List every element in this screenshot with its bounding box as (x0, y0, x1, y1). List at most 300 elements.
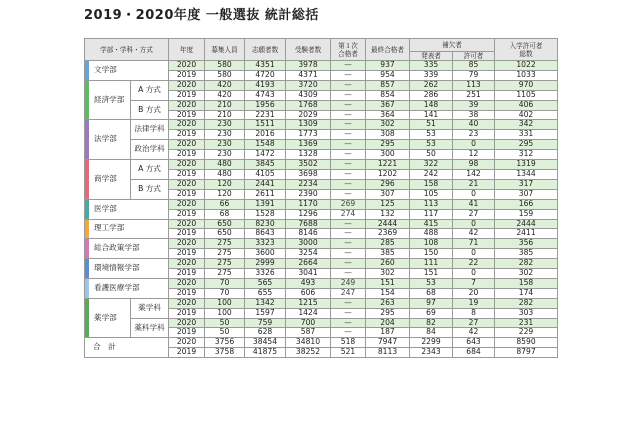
cell-permitted: 0 (453, 269, 495, 279)
cell-examinees: 3698 (286, 169, 331, 179)
cell-examinees: 1369 (286, 140, 331, 150)
cell-permitted: 0 (453, 219, 495, 229)
cell-examinees: 493 (286, 278, 331, 288)
cell-quota: 230 (205, 120, 245, 130)
cell-permitted: 27 (453, 318, 495, 328)
total-cell-applicants: 41875 (245, 348, 286, 358)
cell-year: 2020 (169, 318, 205, 328)
cell-quota: 50 (205, 318, 245, 328)
sub-department: 薬学科 (131, 298, 169, 318)
cell-applicants: 4193 (245, 80, 286, 90)
cell-admitted: 231 (495, 318, 558, 328)
total-cell-first: 518 (331, 338, 366, 348)
cell-year: 2019 (169, 229, 205, 239)
total-cell-applicants: 38454 (245, 338, 286, 348)
table-row (85, 298, 558, 308)
cell-final: 295 (366, 308, 410, 318)
cell-announced: 111 (410, 259, 453, 269)
table-row (85, 80, 558, 90)
cell-admitted: 307 (495, 189, 558, 199)
cell-final: 302 (366, 120, 410, 130)
cell-applicants: 759 (245, 318, 286, 328)
cell-admitted: 970 (495, 80, 558, 90)
cell-permitted: 79 (453, 70, 495, 80)
page-title: 2019・2020年度 一般選抜 統計総括 (84, 8, 319, 23)
cell-admitted: 331 (495, 130, 558, 140)
cell-year: 2020 (169, 100, 205, 110)
cell-year: 2019 (169, 249, 205, 259)
cell-quota: 420 (205, 80, 245, 90)
sub-department: A 方式 (131, 160, 169, 180)
cell-announced: 113 (410, 199, 453, 209)
cell-announced: 322 (410, 160, 453, 170)
header-year: 年度 (169, 39, 205, 61)
faculty-name: 医学部 (85, 199, 169, 219)
cell-announced: 148 (410, 100, 453, 110)
cell-applicants: 3600 (245, 249, 286, 259)
cell-first: — (331, 308, 366, 318)
cell-permitted: 20 (453, 288, 495, 298)
total-cell-year: 2020 (169, 338, 205, 348)
cell-examinees: 4309 (286, 90, 331, 100)
cell-quota: 66 (205, 199, 245, 209)
cell-quota: 275 (205, 249, 245, 259)
cell-final: 854 (366, 90, 410, 100)
cell-permitted: 39 (453, 100, 495, 110)
cell-quota: 480 (205, 169, 245, 179)
cell-applicants: 8230 (245, 219, 286, 229)
cell-examinees: 3720 (286, 80, 331, 90)
cell-first: — (331, 150, 366, 160)
cell-applicants: 2999 (245, 259, 286, 269)
cell-admitted: 356 (495, 239, 558, 249)
table-row (85, 61, 558, 71)
sub-department: A 方式 (131, 80, 169, 100)
cell-announced: 108 (410, 239, 453, 249)
cell-applicants: 3326 (245, 269, 286, 279)
cell-first: — (331, 70, 366, 80)
cell-quota: 580 (205, 61, 245, 71)
cell-quota: 650 (205, 219, 245, 229)
total-cell-examinees: 38252 (286, 348, 331, 358)
cell-year: 2019 (169, 90, 205, 100)
header-announced: 発表者 (410, 52, 453, 61)
cell-final: 285 (366, 239, 410, 249)
cell-announced: 286 (410, 90, 453, 100)
cell-announced: 339 (410, 70, 453, 80)
table-row (85, 278, 558, 288)
total-cell-first: 521 (331, 348, 366, 358)
cell-quota: 275 (205, 239, 245, 249)
cell-permitted: 41 (453, 199, 495, 209)
cell-first: — (331, 229, 366, 239)
cell-applicants: 2611 (245, 189, 286, 199)
cell-first: — (331, 259, 366, 269)
cell-permitted: 42 (453, 328, 495, 338)
cell-examinees: 3254 (286, 249, 331, 259)
cell-quota: 275 (205, 269, 245, 279)
total-cell-permitted: 684 (453, 348, 495, 358)
sub-department: 政治学科 (131, 140, 169, 160)
cell-applicants: 1391 (245, 199, 286, 209)
total-cell-quota: 3758 (205, 348, 245, 358)
header-final-pass: 最終合格者 (366, 39, 410, 61)
cell-year: 2020 (169, 298, 205, 308)
cell-final: 187 (366, 328, 410, 338)
cell-year: 2020 (169, 140, 205, 150)
cell-applicants: 1956 (245, 100, 286, 110)
cell-applicants: 2231 (245, 110, 286, 120)
cell-year: 2019 (169, 308, 205, 318)
cell-admitted: 229 (495, 328, 558, 338)
cell-final: 302 (366, 269, 410, 279)
cell-permitted: 0 (453, 249, 495, 259)
cell-announced: 262 (410, 80, 453, 90)
table-row (85, 239, 558, 249)
cell-year: 2019 (169, 110, 205, 120)
cell-examinees: 3041 (286, 269, 331, 279)
cell-admitted: 1033 (495, 70, 558, 80)
cell-applicants: 1597 (245, 308, 286, 318)
cell-permitted: 71 (453, 239, 495, 249)
cell-first: — (331, 189, 366, 199)
cell-admitted: 2411 (495, 229, 558, 239)
cell-applicants: 1342 (245, 298, 286, 308)
cell-permitted: 0 (453, 189, 495, 199)
table-row (85, 219, 558, 229)
cell-final: 937 (366, 61, 410, 71)
cell-year: 2020 (169, 61, 205, 71)
cell-examinees: 1768 (286, 100, 331, 110)
table-row (85, 160, 558, 170)
cell-quota: 210 (205, 110, 245, 120)
cell-year: 2019 (169, 70, 205, 80)
cell-examinees: 3978 (286, 61, 331, 71)
cell-final: 367 (366, 100, 410, 110)
cell-announced: 97 (410, 298, 453, 308)
cell-permitted: 23 (453, 130, 495, 140)
cell-admitted: 159 (495, 209, 558, 219)
total-cell-final: 8113 (366, 348, 410, 358)
cell-final: 154 (366, 288, 410, 298)
cell-applicants: 2441 (245, 179, 286, 189)
cell-applicants: 4105 (245, 169, 286, 179)
cell-quota: 68 (205, 209, 245, 219)
table-row (85, 140, 558, 150)
cell-first: 269 (331, 199, 366, 209)
total-cell-examinees: 34810 (286, 338, 331, 348)
cell-announced: 82 (410, 318, 453, 328)
cell-first: — (331, 110, 366, 120)
cell-announced: 242 (410, 169, 453, 179)
cell-first: — (331, 269, 366, 279)
cell-permitted: 19 (453, 298, 495, 308)
cell-first: — (331, 61, 366, 71)
sub-department: B 方式 (131, 179, 169, 199)
cell-permitted: 85 (453, 61, 495, 71)
cell-admitted: 303 (495, 308, 558, 318)
cell-year: 2020 (169, 278, 205, 288)
cell-permitted: 12 (453, 150, 495, 160)
cell-final: 151 (366, 278, 410, 288)
cell-examinees: 8146 (286, 229, 331, 239)
cell-first: — (331, 328, 366, 338)
cell-admitted: 1319 (495, 160, 558, 170)
cell-year: 2020 (169, 239, 205, 249)
cell-applicants: 1548 (245, 140, 286, 150)
cell-first: 247 (331, 288, 366, 298)
cell-permitted: 7 (453, 278, 495, 288)
cell-applicants: 4720 (245, 70, 286, 80)
cell-announced: 141 (410, 110, 453, 120)
cell-first: — (331, 219, 366, 229)
total-cell-year: 2019 (169, 348, 205, 358)
sub-department: B 方式 (131, 100, 169, 120)
table-row (85, 318, 558, 328)
cell-first: — (331, 169, 366, 179)
faculty-name: 薬学部 (85, 298, 131, 338)
cell-applicants: 4743 (245, 90, 286, 100)
cell-first: — (331, 249, 366, 259)
cell-announced: 117 (410, 209, 453, 219)
cell-permitted: 42 (453, 229, 495, 239)
cell-year: 2019 (169, 130, 205, 140)
cell-year: 2020 (169, 80, 205, 90)
cell-examinees: 587 (286, 328, 331, 338)
cell-admitted: 317 (495, 179, 558, 189)
cell-final: 260 (366, 259, 410, 269)
cell-final: 1202 (366, 169, 410, 179)
cell-first: — (331, 140, 366, 150)
cell-announced: 158 (410, 179, 453, 189)
cell-admitted: 158 (495, 278, 558, 288)
cell-quota: 230 (205, 130, 245, 140)
cell-permitted: 8 (453, 308, 495, 318)
cell-applicants: 2016 (245, 130, 286, 140)
cell-first: — (331, 100, 366, 110)
table-row (85, 259, 558, 269)
cell-first: — (331, 120, 366, 130)
cell-announced: 105 (410, 189, 453, 199)
cell-admitted: 402 (495, 110, 558, 120)
cell-announced: 50 (410, 150, 453, 160)
cell-first: — (331, 179, 366, 189)
cell-first: — (331, 318, 366, 328)
cell-permitted: 251 (453, 90, 495, 100)
cell-quota: 120 (205, 189, 245, 199)
cell-examinees: 1424 (286, 308, 331, 318)
cell-examinees: 1215 (286, 298, 331, 308)
cell-applicants: 3845 (245, 160, 286, 170)
cell-first: — (331, 160, 366, 170)
cell-applicants: 655 (245, 288, 286, 298)
cell-admitted: 1105 (495, 90, 558, 100)
sub-department: 薬科学科 (131, 318, 169, 338)
cell-final: 857 (366, 80, 410, 90)
cell-quota: 70 (205, 288, 245, 298)
cell-final: 308 (366, 130, 410, 140)
faculty-name: 総合政策学部 (85, 239, 169, 259)
cell-admitted: 385 (495, 249, 558, 259)
cell-quota: 120 (205, 179, 245, 189)
cell-examinees: 2234 (286, 179, 331, 189)
cell-quota: 100 (205, 298, 245, 308)
cell-first: — (331, 130, 366, 140)
cell-quota: 210 (205, 100, 245, 110)
total-cell-quota: 3756 (205, 338, 245, 348)
cell-first: — (331, 80, 366, 90)
cell-announced: 151 (410, 269, 453, 279)
cell-applicants: 628 (245, 328, 286, 338)
table-row (85, 199, 558, 209)
cell-applicants: 1528 (245, 209, 286, 219)
cell-announced: 53 (410, 130, 453, 140)
total-cell-final: 7947 (366, 338, 410, 348)
cell-year: 2020 (169, 259, 205, 269)
cell-examinees: 1773 (286, 130, 331, 140)
cell-year: 2020 (169, 219, 205, 229)
cell-permitted: 142 (453, 169, 495, 179)
total-label: 合 計 (85, 338, 169, 358)
cell-admitted: 406 (495, 100, 558, 110)
cell-announced: 84 (410, 328, 453, 338)
cell-permitted: 27 (453, 209, 495, 219)
total-cell-admitted: 8797 (495, 348, 558, 358)
statistics-table (84, 38, 558, 358)
cell-applicants: 4351 (245, 61, 286, 71)
cell-final: 307 (366, 189, 410, 199)
cell-year: 2019 (169, 209, 205, 219)
cell-examinees: 1328 (286, 150, 331, 160)
cell-final: 1221 (366, 160, 410, 170)
cell-applicants: 8643 (245, 229, 286, 239)
total-row (85, 338, 558, 348)
faculty-name: 看護医療学部 (85, 278, 169, 298)
cell-examinees: 3502 (286, 160, 331, 170)
cell-quota: 230 (205, 150, 245, 160)
cell-year: 2020 (169, 160, 205, 170)
cell-quota: 70 (205, 278, 245, 288)
cell-examinees: 1170 (286, 199, 331, 209)
cell-admitted: 1022 (495, 61, 558, 71)
cell-announced: 51 (410, 120, 453, 130)
faculty-name: 商学部 (85, 160, 131, 200)
faculty-name: 経済学部 (85, 80, 131, 120)
cell-applicants: 1511 (245, 120, 286, 130)
cell-admitted: 282 (495, 298, 558, 308)
cell-announced: 53 (410, 140, 453, 150)
header-applicants: 志願者数 (245, 39, 286, 61)
header-permitted: 許可者 (453, 52, 495, 61)
cell-examinees: 7688 (286, 219, 331, 229)
cell-first: 274 (331, 209, 366, 219)
cell-final: 300 (366, 150, 410, 160)
cell-year: 2019 (169, 269, 205, 279)
table-row (85, 100, 558, 110)
cell-year: 2019 (169, 288, 205, 298)
cell-applicants: 3323 (245, 239, 286, 249)
cell-year: 2019 (169, 328, 205, 338)
cell-permitted: 21 (453, 179, 495, 189)
cell-year: 2020 (169, 179, 205, 189)
cell-announced: 335 (410, 61, 453, 71)
header-waitlist: 補欠者 (410, 39, 495, 52)
cell-first: — (331, 298, 366, 308)
cell-final: 2369 (366, 229, 410, 239)
sub-department: 法律学科 (131, 120, 169, 140)
cell-announced: 415 (410, 219, 453, 229)
cell-announced: 150 (410, 249, 453, 259)
cell-examinees: 1309 (286, 120, 331, 130)
faculty-name: 法学部 (85, 120, 131, 160)
faculty-name: 理工学部 (85, 219, 169, 239)
header-admitted: 入学許可者 総数 (495, 39, 558, 61)
cell-permitted: 40 (453, 120, 495, 130)
cell-first: — (331, 90, 366, 100)
cell-final: 954 (366, 70, 410, 80)
cell-quota: 275 (205, 259, 245, 269)
faculty-name: 文学部 (85, 61, 169, 81)
cell-applicants: 565 (245, 278, 286, 288)
cell-examinees: 2390 (286, 189, 331, 199)
cell-announced: 488 (410, 229, 453, 239)
cell-year: 2020 (169, 120, 205, 130)
cell-permitted: 113 (453, 80, 495, 90)
cell-final: 132 (366, 209, 410, 219)
cell-quota: 100 (205, 308, 245, 318)
total-cell-admitted: 8590 (495, 338, 558, 348)
cell-admitted: 342 (495, 120, 558, 130)
header-first-pass: 第１次 合格者 (331, 39, 366, 61)
cell-examinees: 2029 (286, 110, 331, 120)
cell-admitted: 2444 (495, 219, 558, 229)
cell-final: 204 (366, 318, 410, 328)
cell-admitted: 1344 (495, 169, 558, 179)
cell-final: 364 (366, 110, 410, 120)
cell-announced: 69 (410, 308, 453, 318)
cell-final: 2444 (366, 219, 410, 229)
cell-final: 125 (366, 199, 410, 209)
cell-first: 249 (331, 278, 366, 288)
header-examinees: 受験者数 (286, 39, 331, 61)
faculty-name: 環境情報学部 (85, 259, 169, 279)
cell-admitted: 312 (495, 150, 558, 160)
cell-admitted: 166 (495, 199, 558, 209)
cell-permitted: 22 (453, 259, 495, 269)
cell-permitted: 98 (453, 160, 495, 170)
cell-announced: 68 (410, 288, 453, 298)
cell-admitted: 174 (495, 288, 558, 298)
header-faculty: 学部・学科・方式 (85, 39, 169, 61)
cell-final: 385 (366, 249, 410, 259)
cell-quota: 650 (205, 229, 245, 239)
cell-year: 2019 (169, 189, 205, 199)
total-cell-permitted: 643 (453, 338, 495, 348)
cell-examinees: 3000 (286, 239, 331, 249)
cell-year: 2020 (169, 199, 205, 209)
cell-quota: 50 (205, 328, 245, 338)
cell-final: 295 (366, 140, 410, 150)
table-row (85, 179, 558, 189)
cell-admitted: 295 (495, 140, 558, 150)
cell-admitted: 302 (495, 269, 558, 279)
cell-announced: 53 (410, 278, 453, 288)
cell-quota: 580 (205, 70, 245, 80)
cell-year: 2019 (169, 150, 205, 160)
total-cell-announced: 2343 (410, 348, 453, 358)
cell-permitted: 38 (453, 110, 495, 120)
cell-first: — (331, 239, 366, 249)
